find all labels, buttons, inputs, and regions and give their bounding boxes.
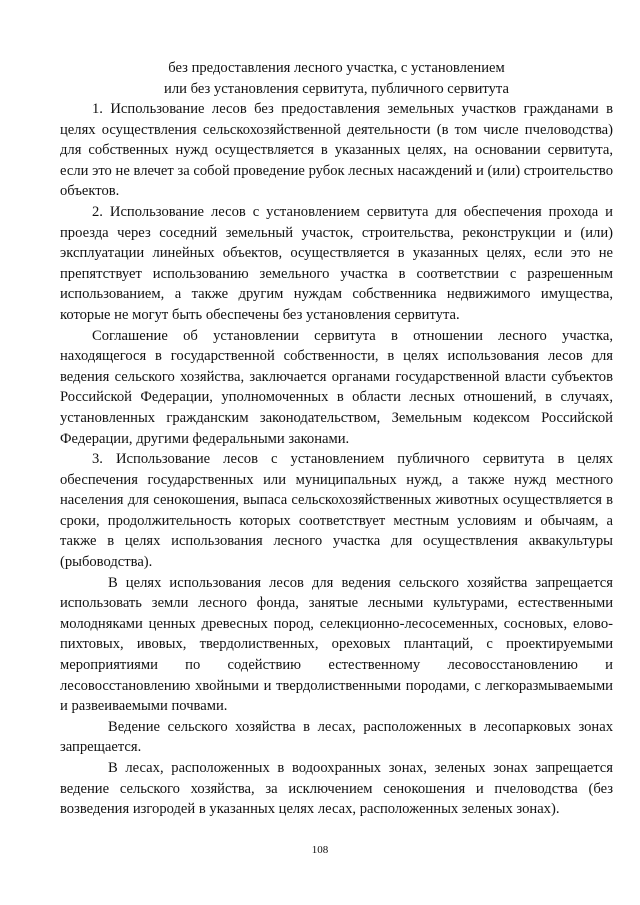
paragraph-2: 2. Использование лесов с установлением сервитута для обеспечения прохода и проезда через соседний земельный участок, строительства, реконструкции и (или) эксплуатации линейных объектов, осуществляется в указанных целях, если это не препятствует использованию земельного участка в соответствии с разрешенным использованием, а также другим нуждам собственника недвижимого имущества, которые не могут быть обеспечены без установления сервитута. bbox=[60, 203, 613, 323]
section-heading-line-2: или без установления сервитута, публичного сервитута bbox=[164, 80, 509, 97]
page-number: 108 bbox=[311, 844, 329, 856]
paragraph-servitude-agreement: Соглашение об установлении сервитута в отношении лесного участка, находящегося в государственной собственности, в целях использования лесов для ведения сельского хозяйства, заключается органами государственной власти субъектов Российской Федерации, уполномоченных в области лесных отношений, в случаях, установленных гражданским законодательством, Земельным кодексом Российской Федерации, другими федеральными законами. bbox=[60, 327, 613, 447]
paragraph-forest-park-zones: Ведение сельского хозяйства в лесах, расположенных в лесопарковых зонах запрещается. bbox=[60, 718, 613, 756]
paragraph-prohibited-lands: В целях использования лесов для ведения сельского хозяйства запрещается использовать земли лесного фонда, занятые лесными культурами, естественными молодняками ценных древесных пород, селекционно-лесосеменных, сосновых, елово-пихтовых, ивовых, твердолиственных, ореховых плантаций, с проектируемыми мероприятиями по содействию естественному лесовосстановлению и лесовосстановлению хвойными и твердолиственными породами, с легкоразмываемыми и развеиваемыми почвами. bbox=[60, 574, 613, 715]
document-page bbox=[60, 58, 613, 820]
paragraph-3: 3. Использование лесов с установлением публичного сервитута в целях обеспечения государственных или муниципальных нужд, а также нужд местного населения для сенокошения, выпаса сельскохозяйственных животных осуществляется в сроки, продолжительность которых соответствует местным условиям и обычаям, а также в целях использования лесного участка для осуществления аквакультуры (рыбоводства). bbox=[60, 451, 613, 571]
section-heading-line-1: без предоставления лесного участка, с установлением bbox=[168, 60, 505, 76]
paragraph-1: 1. Использование лесов без предоставления земельных участков гражданами в целях осуществления сельскохозяйственной деятельности (в том числе пчеловодства) для собственных нужд осуществляется в указанных целях, на основании сервитута, если это не влечет за собой проведение рубок лесных насаждений и (или) строительство объектов. bbox=[60, 101, 613, 200]
paragraph-water-protection-zones: В лесах, расположенных в водоохранных зонах, зеленых зонах запрещается ведение сельского хозяйства, за исключением сенокошения и пчеловодства (без возведения изгородей в указанных целях лесах, расположенных зеленых зонах). bbox=[60, 760, 613, 818]
